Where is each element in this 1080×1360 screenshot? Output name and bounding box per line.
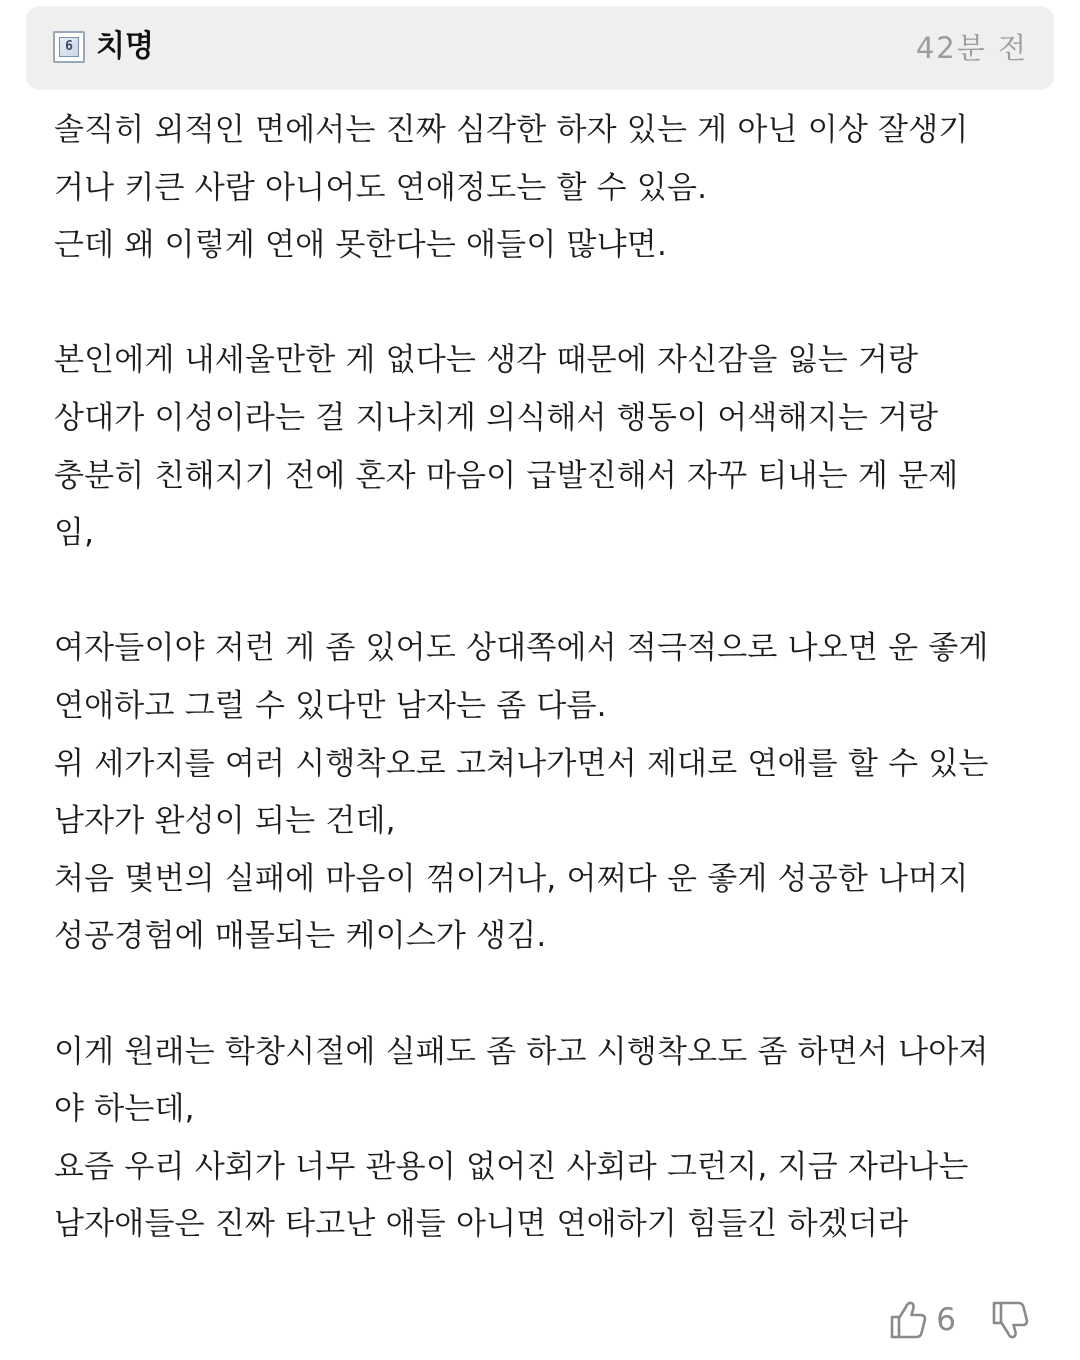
comment-text-line: 근데 왜 이렇게 연애 못한다는 애들이 많냐면. bbox=[54, 227, 668, 264]
comment-text-line: 요즘 우리 사회가 너무 관용이 없어진 사회라 그런지, 지금 자라나는 bbox=[54, 1148, 969, 1185]
like-count: 6 bbox=[936, 1302, 956, 1338]
comment-header bbox=[26, 6, 1054, 90]
comment-text-line: 연애하고 그럴 수 있다만 남자는 좀 다름. bbox=[54, 687, 607, 724]
comment-text-line: 거나 키큰 사람 아니어도 연애정도는 할 수 있음. bbox=[54, 169, 708, 206]
comment-body bbox=[54, 102, 1064, 1254]
thumbs-down-icon[interactable] bbox=[990, 1299, 1030, 1341]
level-badge-number: 6 bbox=[59, 37, 79, 57]
comment-text-line: 야 하는데, bbox=[54, 1091, 195, 1128]
comment-text-line: 충분히 친해지기 전에 혼자 마음이 급발진해서 자꾸 티내는 게 문제 bbox=[54, 457, 959, 494]
comment-blank-line bbox=[54, 275, 1064, 333]
comment-text-line: 본인에게 내세울만한 게 없다는 생각 때문에 자신감을 잃는 거랑 bbox=[54, 342, 919, 379]
comment-text-line: 이게 원래는 학창시절에 실패도 좀 하고 시행착오도 좀 하면서 나아져 bbox=[54, 1033, 989, 1070]
comment-blank-line bbox=[54, 966, 1064, 1024]
author-name[interactable]: 치명 bbox=[96, 29, 154, 64]
comment-text-line: 여자들이야 저런 게 좀 있어도 상대쪽에서 적극적으로 나오면 운 좋게 bbox=[54, 630, 989, 667]
comment-text-line: 솔직히 외적인 면에서는 진짜 심각한 하자 있는 게 아닌 이상 잘생기 bbox=[54, 112, 969, 148]
level-badge-icon bbox=[53, 31, 85, 63]
comment-text-line: 처음 몇번의 실패에 마음이 꺾이거나, 어쩌다 운 좋게 성공한 나머지 bbox=[54, 860, 969, 897]
vote-bar bbox=[888, 1296, 1030, 1344]
comment-text-line: 위 세가지를 여러 시행착오로 고쳐나가면서 제대로 연애를 할 수 있는 bbox=[54, 745, 989, 782]
comment-blank-line bbox=[54, 563, 1064, 621]
thumbs-up-icon[interactable] bbox=[888, 1299, 928, 1341]
comment-text-line: 성공경험에 매몰되는 케이스가 생김. bbox=[54, 918, 547, 955]
comment-text-line: 임, bbox=[54, 515, 95, 552]
comment-timestamp: 42분 전 bbox=[915, 31, 1028, 65]
comment-text-line: 상대가 이성이라는 걸 지나치게 의식해서 행동이 어색해지는 거랑 bbox=[54, 399, 939, 436]
comment-text-line: 남자애들은 진짜 타고난 애들 아니면 연애하기 힘들긴 하겠더라 bbox=[54, 1206, 909, 1243]
comment-text-line: 남자가 완성이 되는 건데, bbox=[54, 803, 396, 840]
